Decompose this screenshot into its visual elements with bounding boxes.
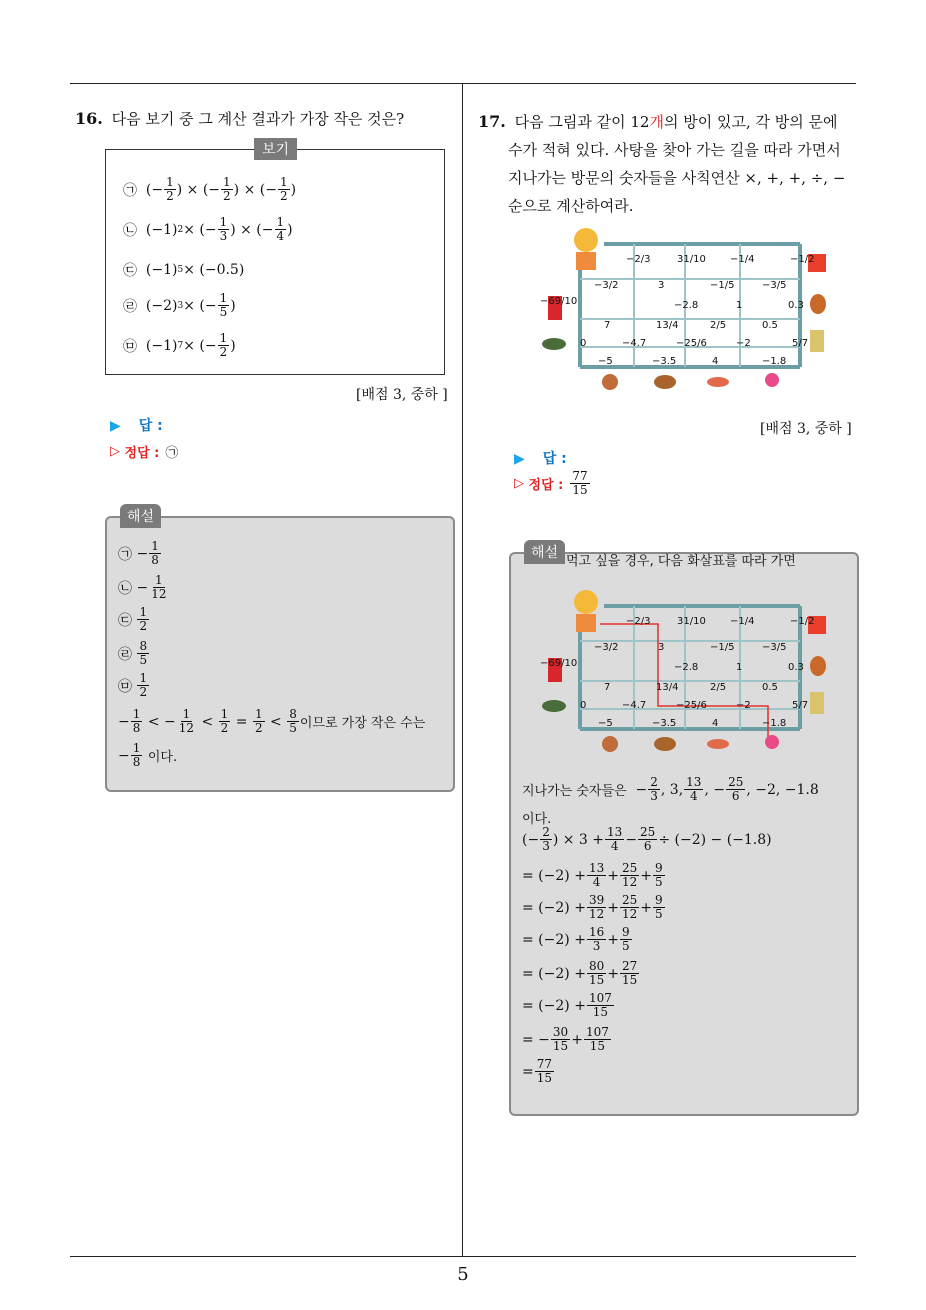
- cookie-icon: [602, 736, 618, 752]
- svg-text:31/10: 31/10: [677, 616, 706, 627]
- q16-answer-label: ▶ 답 :: [110, 418, 163, 434]
- q16-comparison: − $\frac{1}{8}$ < − $\frac{1}{12}$ < $\frac{1}{2}$ = $\frac{1}{2}$ < $\frac{8}{5}$ 이므로 가장 작은 수는: [118, 707, 426, 735]
- svg-text:0.3: 0.3: [788, 662, 804, 673]
- door-label: −1/4: [730, 254, 755, 265]
- q17-number: 17.: [478, 112, 506, 131]
- burger-icon: [654, 375, 676, 389]
- svg-text:−1.8: −1.8: [762, 718, 787, 729]
- door-label: 0.3: [788, 300, 804, 311]
- svg-text:0.5: 0.5: [762, 682, 778, 693]
- q16-item-2: ㉡ (−1) 2 × (− $\frac{1}{3}$ ) × (− $\frac{1}{4}$ ): [123, 215, 293, 243]
- q17-solution-label: 해설: [524, 540, 565, 564]
- svg-text:−2/3: −2/3: [626, 616, 651, 627]
- outline-play-icon: ▷: [110, 444, 120, 459]
- door-label: −1/2: [790, 254, 815, 265]
- q17-question: 17. 다음 그림과 같이 12개의 방이 있고, 각 방의 문에 수가 적혀 있다. 사탕을 찾아 가는 길을 따라 가면서 지나가는 방문의 숫자들을 사칙연산 ×, +, +, ÷, − 순으로 계산하여라.: [478, 112, 846, 215]
- svg-text:−3.5: −3.5: [652, 718, 677, 729]
- door-label: −1/5: [710, 280, 735, 291]
- candy-icon: [765, 373, 779, 387]
- svg-text:−4.7: −4.7: [622, 700, 647, 711]
- q16-sol-1: ㉠ − $\frac{1}{8}$: [118, 539, 159, 567]
- door-label: 7: [604, 320, 611, 331]
- svg-text:3: 3: [658, 642, 665, 653]
- maze-girl: [574, 228, 598, 270]
- q17-solution-maze: [540, 584, 840, 754]
- q17-calc-0: (− $\frac{2}{3}$ ) × 3 + $\frac{13}{4}$ − $\frac{25}{6}$ ÷ (−2) − (−1.8): [522, 825, 772, 853]
- q16-solution-label: 해설: [120, 504, 161, 528]
- item-mark: ㉤: [123, 338, 137, 355]
- door-label: −2.8: [674, 300, 699, 311]
- door-label: −3/2: [594, 280, 619, 291]
- door-label: 31/10: [677, 254, 706, 265]
- q16-item-5: ㉤ (−1) 7 × (− $\frac{1}{2}$ ): [123, 331, 236, 359]
- door-label: 3: [658, 280, 665, 291]
- svg-text:1: 1: [736, 662, 743, 673]
- svg-text:−3/2: −3/2: [594, 642, 619, 653]
- hotdog-icon: [810, 656, 826, 676]
- svg-text:2/5: 2/5: [710, 682, 727, 693]
- q16-item-4: ㉣ (−2) 3 × (− $\frac{1}{5}$ ): [123, 291, 236, 319]
- q16-sol-2: ㉡ − $\frac{1}{12}$: [118, 573, 167, 601]
- q16-correct-answer: ▷ 정답 : ㉠: [110, 444, 179, 461]
- q16-conclusion: − $\frac{1}{8}$ 이다.: [118, 741, 178, 769]
- q16-score: [배점 3, 중하 ]: [356, 387, 448, 403]
- svg-text:−69/10: −69/10: [540, 658, 578, 669]
- cookie-icon: [602, 374, 618, 390]
- outline-play-icon: ▷: [514, 476, 524, 491]
- girl-icon: [574, 228, 598, 252]
- bread-icon: [810, 330, 824, 352]
- bottom-rule: [70, 1256, 856, 1257]
- door-label: −2: [736, 338, 751, 349]
- door-label: 13/4: [656, 320, 679, 331]
- svg-text:7: 7: [604, 682, 611, 693]
- svg-text:−3/5: −3/5: [762, 642, 787, 653]
- door-label: −2/3: [626, 254, 651, 265]
- q16-item-3: ㉢ (−1) 5 × (−0.5): [123, 262, 245, 279]
- door-label: 1: [736, 300, 743, 311]
- svg-text:−2.8: −2.8: [674, 662, 699, 673]
- q17-correct-value: $\frac{77}{15}$: [572, 469, 588, 497]
- svg-text:5/7: 5/7: [792, 700, 809, 711]
- hotdog-icon: [810, 294, 826, 314]
- door-label: −3/5: [762, 280, 787, 291]
- q16-number: 16.: [75, 109, 103, 128]
- svg-text:−1/4: −1/4: [730, 616, 755, 627]
- q17-calc-6: = − $\frac{30}{15}$ + $\frac{107}{15}$: [522, 1025, 609, 1053]
- bowl-icon: [542, 338, 566, 350]
- bread-icon: [810, 692, 824, 714]
- q17-calc-3: = (−2) + $\frac{16}{3}$ + $\frac{9}{5}$: [522, 925, 630, 953]
- item-mark: ㉣: [123, 298, 137, 315]
- door-label: −1.8: [762, 356, 787, 367]
- door-label: −25/6: [676, 338, 707, 349]
- q17-correct-answer: ▷ 정답 : $\frac{77}{15}$: [514, 470, 591, 497]
- girl-icon: [574, 590, 598, 614]
- q17-score: [배점 3, 중하 ]: [760, 421, 852, 437]
- q16-item-1: ㉠ (− $\frac{1}{2}$ ) × (− $\frac{1}{2}$ ) × (− $\frac{1}{2}$ ): [123, 175, 297, 203]
- item-mark: ㉢: [123, 263, 137, 279]
- q17-answer-label: ▶ 답 :: [514, 451, 567, 467]
- q17-calc-4: = (−2) + $\frac{80}{15}$ + $\frac{27}{15}$: [522, 959, 638, 987]
- q16-question: [75, 108, 455, 129]
- bowl-icon: [542, 700, 566, 712]
- svg-text:−25/6: −25/6: [676, 700, 707, 711]
- candy-icon: [765, 735, 779, 749]
- door-label: 5/7: [792, 338, 809, 349]
- svg-text:−5: −5: [598, 718, 613, 729]
- q17-calc-7: = $\frac{77}{15}$: [522, 1057, 553, 1085]
- q16-sol-3: ㉢ $\frac{1}{2}$: [118, 605, 148, 633]
- door-label: 0: [580, 338, 587, 349]
- svg-text:−1/2: −1/2: [790, 616, 815, 627]
- item-mark: ㉡: [123, 222, 137, 239]
- svg-text:4: 4: [712, 718, 719, 729]
- q17-passed-end: 이다.: [522, 812, 552, 827]
- q16-question-text: 다음 보기 중 그 계산 결과가 가장 작은 것은?: [111, 110, 405, 128]
- svg-text:−2: −2: [736, 700, 751, 711]
- sushi-icon: [707, 739, 729, 749]
- q16-sol-5: ㉤ $\frac{1}{2}$: [118, 671, 148, 699]
- door-label: 0.5: [762, 320, 778, 331]
- q17-calc-5: = (−2) + $\frac{107}{15}$: [522, 991, 612, 1019]
- q17-calc-2: = (−2) + $\frac{39}{12}$ + $\frac{25}{12}$ + $\frac{9}{5}$: [522, 893, 663, 921]
- sushi-icon: [707, 377, 729, 387]
- door-label: −69/10: [540, 296, 578, 307]
- column-divider: [462, 84, 463, 1256]
- door-label: 4: [712, 356, 719, 367]
- svg-text:−1/5: −1/5: [710, 642, 735, 653]
- door-label: −5: [598, 356, 613, 367]
- door-label: −4.7: [622, 338, 647, 349]
- svg-text:0: 0: [580, 700, 587, 711]
- top-rule: [70, 83, 856, 84]
- q17-passed-numbers: 지나가는 숫자들은 − $\frac{2}{3}$ , 3, $\frac{13}{4}$ , − $\frac{25}{6}$ , −2, −1.8: [522, 775, 819, 803]
- q16-sol-4: ㉣ $\frac{8}{5}$: [118, 639, 148, 667]
- svg-text:13/4: 13/4: [656, 682, 679, 693]
- door-label: −3.5: [652, 356, 677, 367]
- q17-calc-1: = (−2) + $\frac{13}{4}$ + $\frac{25}{12}$ + $\frac{9}{5}$: [522, 861, 663, 889]
- play-icon: ▶: [514, 451, 525, 467]
- burger-icon: [654, 737, 676, 751]
- door-label: 2/5: [710, 320, 727, 331]
- play-icon: ▶: [110, 418, 121, 434]
- q17-solution-intro: 먹고 싶을 경우, 다음 화살표를 따라 가면: [566, 554, 796, 569]
- page-number: 5: [457, 1264, 469, 1285]
- q16-correct-value: ㉠: [165, 446, 179, 461]
- q16-bogi-label: 보기: [254, 138, 297, 160]
- q17-maze-figure: [540, 222, 840, 392]
- item-mark: ㉠: [123, 182, 137, 199]
